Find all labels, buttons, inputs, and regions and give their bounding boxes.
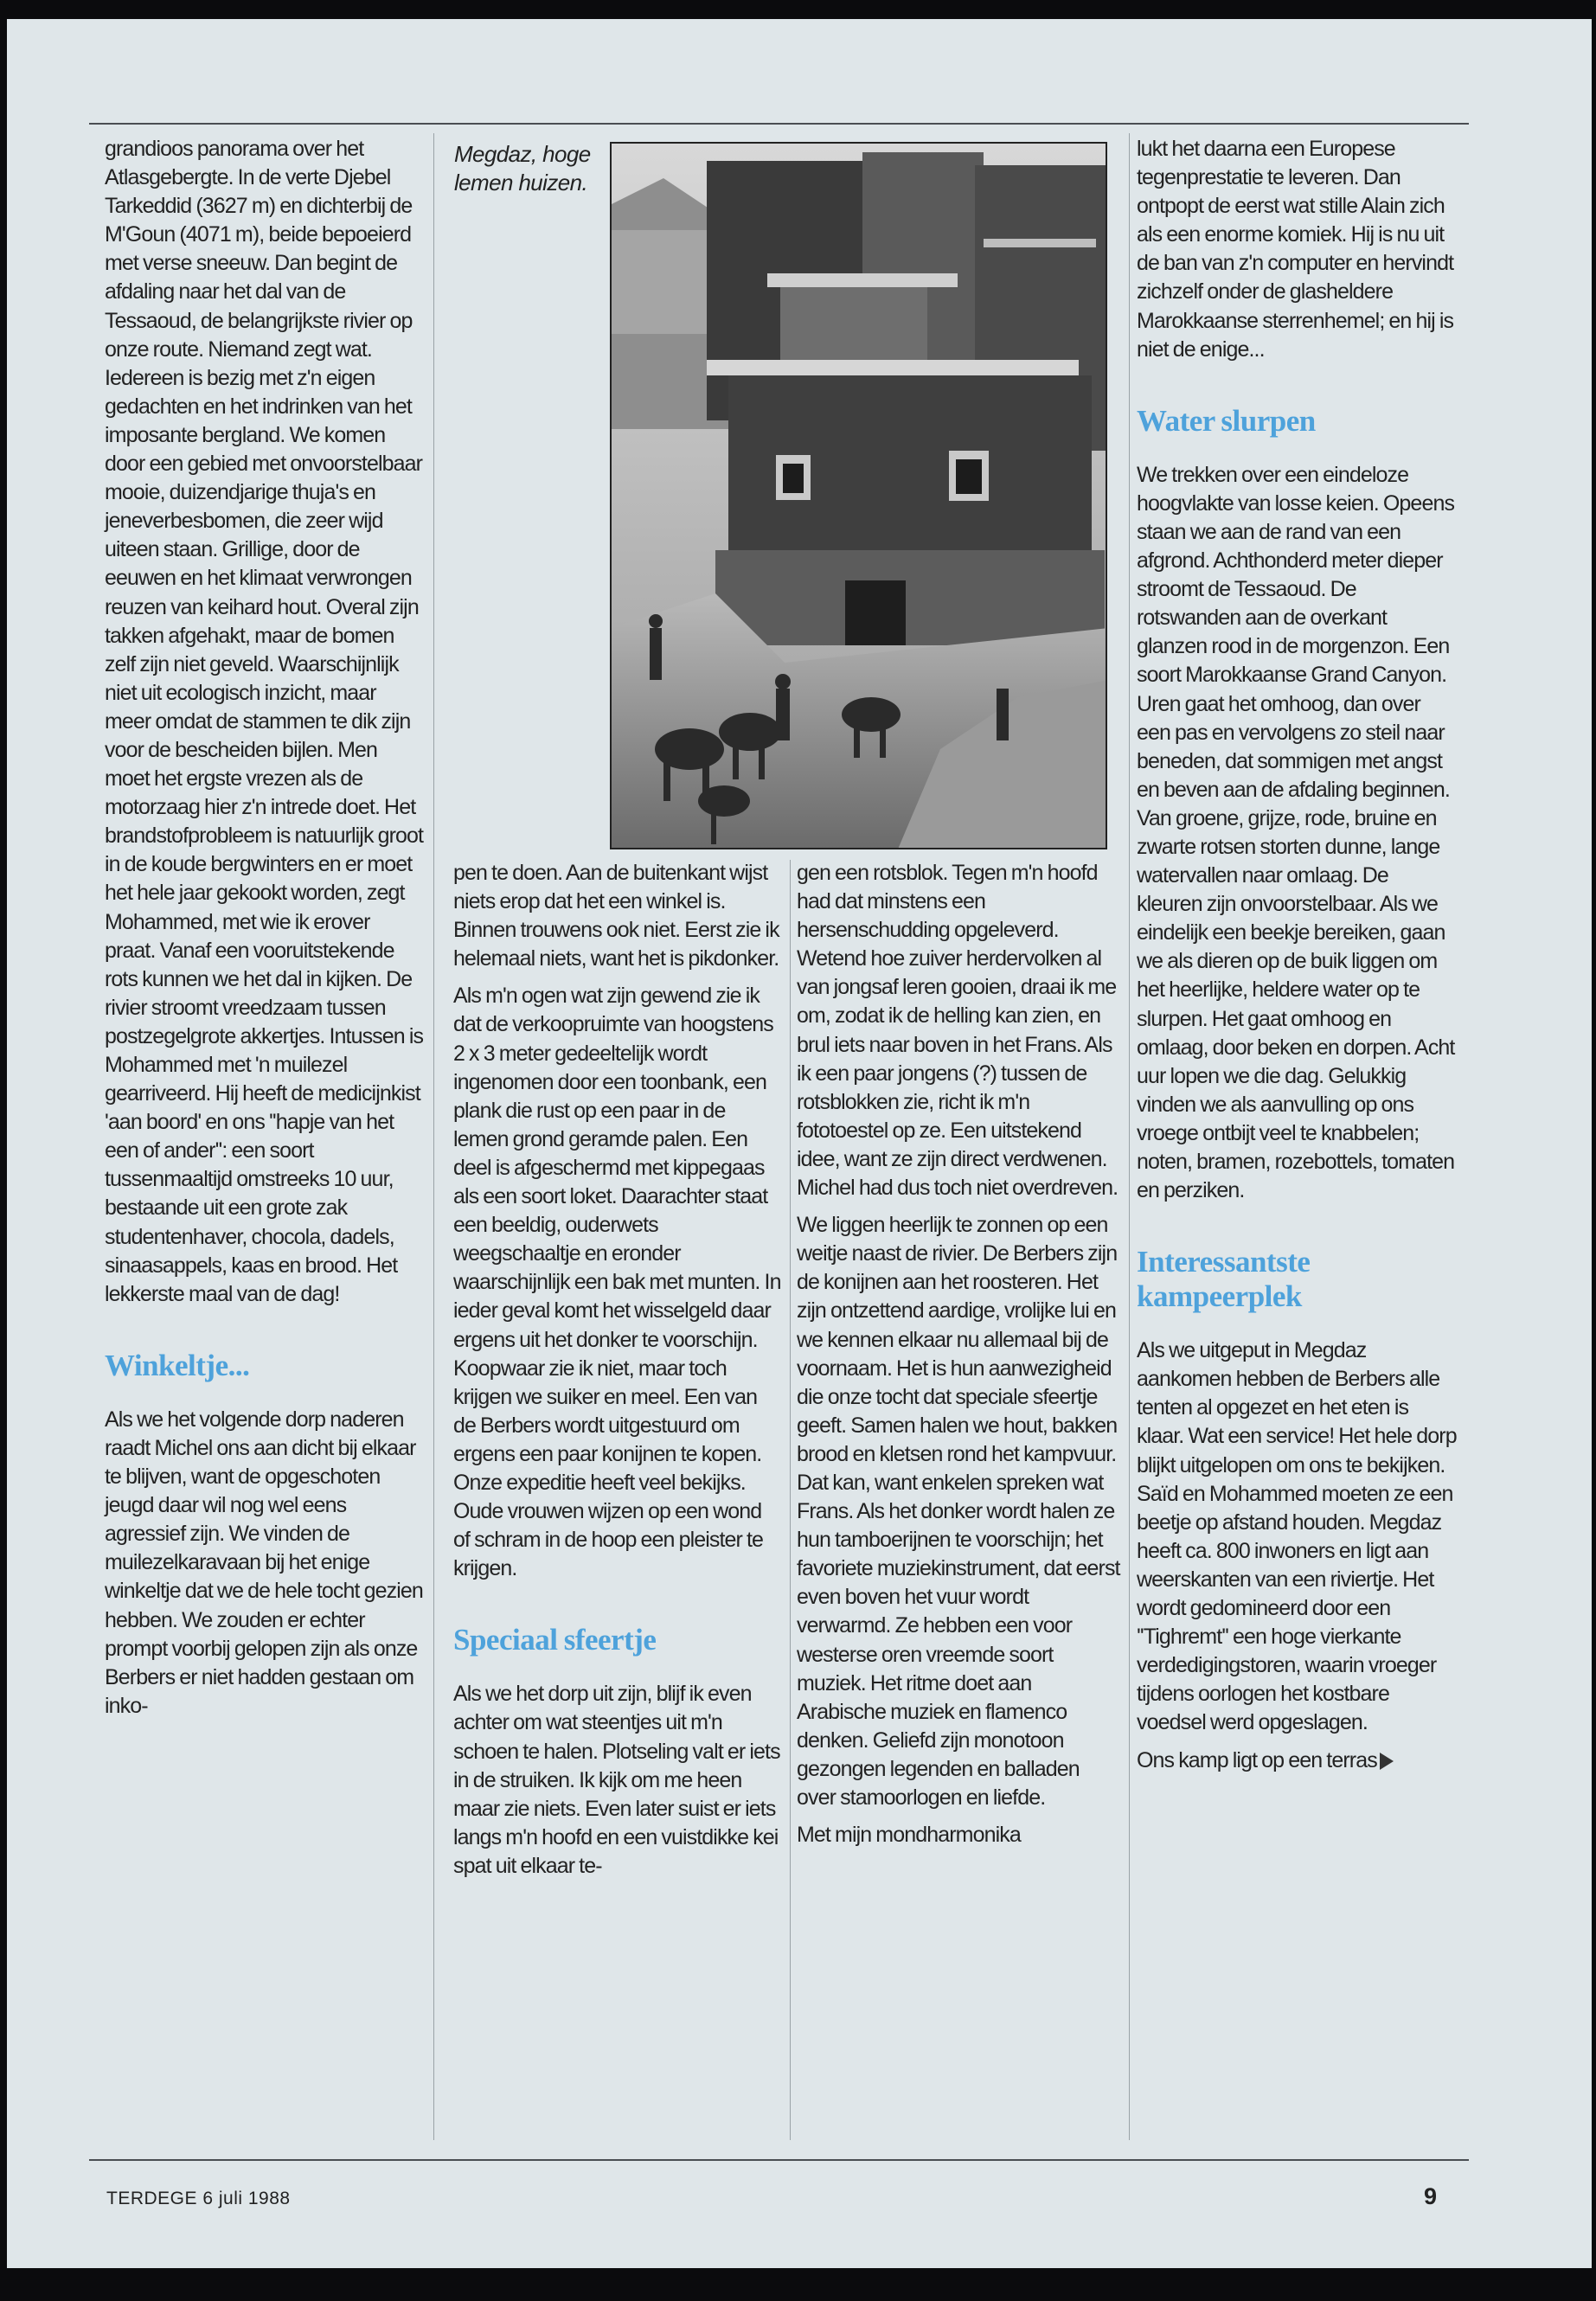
footer-publication: TERDEGE 6 juli 1988 xyxy=(106,2189,291,2208)
paragraph: pen te doen. Aan de buitenkant wijst niets erop dat het een winkel is. Binnen trouwens ook niet. Eerst zie ik helemaal niets, want het is pikdonker. xyxy=(453,861,779,971)
column-1 xyxy=(105,135,425,1729)
paragraph: Als we het volgende dorp naderen raadt Michel ons aan dicht bij elkaar te blijven, want de opgeschoten jeugd daar wil nog wel eens agressief zijn. We vinden de muilezelkaravaan bij het enige winkeltje dat we de hele tocht gezien hebben. We zouden er echter prompt voorbij gelopen zijn als onze Berbers er niet hadden gestaan om inko- xyxy=(105,1407,423,1718)
village-photo xyxy=(610,142,1107,849)
continue-arrow-icon xyxy=(1380,1753,1394,1770)
paragraph: Als we het dorp uit zijn, blijf ik even achter om wat steentjes uit m'n schoen te halen. Plotseling valt er iets in de struiken. Ik kijk om me heen maar zie niets. Even later suist er iets langs m'n hoofd en een vuistdikke kei spat uit elkaar te- xyxy=(453,1682,780,1878)
column-2 xyxy=(453,859,782,1889)
column-divider xyxy=(790,860,791,2140)
subheading-water-slurpen: Water slurpen xyxy=(1137,403,1316,438)
photo-illustration xyxy=(612,144,1107,849)
bottom-rule xyxy=(89,2159,1469,2161)
paragraph-continued xyxy=(1137,1747,1457,1775)
top-rule xyxy=(89,123,1469,125)
paragraph: Als m'n ogen wat zijn gewend zie ik dat de verkoopruimte van hoogstens 2 x 3 meter gedeeltelijk wordt ingenomen door een toonbank, een plank die rust op een paar in de lemen grond geramde palen. Een deel is afgeschermd met kippegaas als een soort loket. Daarachter staat een beeldig, ouderwets weegschaaltje en eronder waarschijnlijk een bak met munten. In ieder geval komt het wisselgeld daar ergens uit het donker te voorschijn. Koopwaar zie ik niet, maar toch krijgen we suiker en meel. Een van de Berbers wordt uitgestuurd om ergens een paar konijnen te kopen. Onze expeditie heeft veel bekijks. Oude vrouwen wijzen op een wond of schram in de hoop een pleister te krijgen. xyxy=(453,984,781,1581)
magazine-page xyxy=(7,19,1592,2268)
column-divider xyxy=(433,133,434,2140)
paragraph: We liggen heerlijk te zonnen op een weitje naast de rivier. De Berbers zijn de konijnen aan het roosteren. Het zijn ontzettend aardige, vrolijke lui en we kennen elkaar nu allemaal bij de voornaam. Het is hun aanwezigheid die onze tocht dat speciale sfeertje geeft. Samen halen we hout, bakken brood en kletsen rond het kampvuur. Dat kan, want enkelen spreken wat Frans. Als het donker wordt halen ze hun tamboerijnen te voorschijn; het favoriete muziekinstrument, dat eerst even boven het vuur wordt verwarmd. Ze hebben een voor westerse oren vreemde soort muziek. Het ritme doet aan Arabische muziek en flamenco denken. Geliefd zijn monotoon gezongen legenden en balladen over stamoorlogen en liefde. xyxy=(797,1213,1120,1810)
paragraph: gen een rotsblok. Tegen m'n hoofd had dat minstens een hersenschudding opgeleverd. Wetend hoe zuiver herdervolken al van jongsaf leren gooien, draai ik me om, zodat ik de helling kan zien, en brul iets naar boven in het Frans. Als ik een paar jongens (?) tussen de rotsblokken zie, richt ik m'n fototoestel op ze. Een uitstekend idee, want ze zijn direct verdwenen. Michel had dus toch niet overdreven. xyxy=(797,861,1118,1201)
paragraph: grandioos panorama over het Atlasgebergte. In de verte Djebel Tarkeddid (3627 m) en dichterbij de M'Goun (4071 m), beide bepoeierd met verse sneeuw. Dan begint de afdaling naar het dal van de Tessaoud, de belangrijkste rivier op onze route. Niemand zegt wat. Iedereen is bezig met z'n eigen gedachten en het indrinken van het imposante bergland. We komen door een gebied met onvoorstelbaar mooie, duizendjarige thuja's en jeneverbesbomen, die zeer wijd uiteen staan. Grillige, door de eeuwen en het klimaat verwrongen reuzen van keihard hout. Overal zijn takken afgehakt, maar de bomen zelf zijn niet geveld. Waarschijnlijk niet uit ecologisch inzicht, maar meer omdat de stammen te dik zijn voor de bescheiden bijlen. Men moet het ergste vrezen als de motorzaag hier z'n intrede doet. Het brandstofprobleem is natuurlijk groot in de koude bergwinters en er moet het hele jaar gekookt worden, zegt Mohammed, met wie ik erover praat. Vanaf een vooruitstekende rots kunnen we het dal in kijken. De rivier stroomt vreedzaam tussen postzegelgrote akkertjes. Intussen is Mohammed met 'n muilezel gearriveerd. Hij heeft de medicijnkist 'aan boord' en ons ''hapje van het een of ander'': een soort tussenmaaltijd omstreeks 10 uur, bestaande uit een grote zak studentenhaver, chocola, dadels, sinaasappels, kaas en brood. Het lekkerste maal van de dag! xyxy=(105,137,424,1306)
paragraph: lukt het daarna een Europese tegenprestatie te leveren. Dan ontpopt de eerst wat stille Alain zich als een enorme komiek. Hij is nu uit de ban van z'n computer en hervindt zichzelf onder de glasheldere Marokkaanse sterrenhemel; en hij is niet de enige... xyxy=(1137,137,1454,362)
continued-text: Ons kamp ligt op een terras xyxy=(1137,1747,1377,1772)
subheading-winkeltje: Winkeltje... xyxy=(105,1348,250,1382)
column-divider xyxy=(1129,133,1130,2140)
page-number: 9 xyxy=(1424,2183,1438,2209)
subheading-speciaal-sfeertje: Speciaal sfeertje xyxy=(453,1623,657,1657)
paragraph: Als we uitgeput in Megdaz aankomen hebben de Berbers alle tenten al opgezet en het eten is klaar. Wat een service! Het hele dorp blijkt uitgelopen om ons te bekijken. Saïd en Mohammed moeten ze een beetje op afstand houden. Megdaz heeft ca. 800 inwoners en ligt aan weerskanten van een riviertje. Het wordt gedomineerd door een ''Tighremt'' een hoge vierkante verdedigingstoren, waarin vroeger tijdens oorlogen het kostbare voedsel werd opgeslagen. xyxy=(1137,1338,1457,1735)
column-3 xyxy=(797,859,1121,1858)
paragraph: We trekken over een eindeloze hoogvlakte van losse keien. Opeens staan we aan de rand van een afgrond. Achthonderd meter dieper stroomt de Tessaoud. De rotswanden aan de overkant glanzen rood in de morgenzon. Een soort Marokkaanse Grand Canyon. Uren gaat het omhoog, dan over een pas en vervolgens zo steil naar beneden, dat sommigen met angst en beven aan de afdaling beginnen. Van groene, grijze, rode, bruine en zwarte rotsen storten dunne, lange watervallen naar omlaag. De kleuren zijn onvoorstelbaar. Als we eindelijk een beekje bereiken, gaan we als dieren op de buik liggen om het heerlijke, heldere water op te slurpen. Het gaat omhoog en omlaag, door beken en dorpen. Acht uur lopen we die dag. Gelukkig vinden we als aanvulling op ons vroege ontbijt veel te knabbelen; noten, bramen, rozebottels, tomaten en perziken. xyxy=(1137,462,1455,1203)
column-4 xyxy=(1137,135,1457,1784)
subheading-interessantste-kampeerplek: Interessantste kampeerplek xyxy=(1137,1245,1311,1314)
paragraph: Met mijn mondharmonika xyxy=(797,1823,1021,1848)
photo-caption: Megdaz, hoge lemen huizen. xyxy=(454,141,591,195)
